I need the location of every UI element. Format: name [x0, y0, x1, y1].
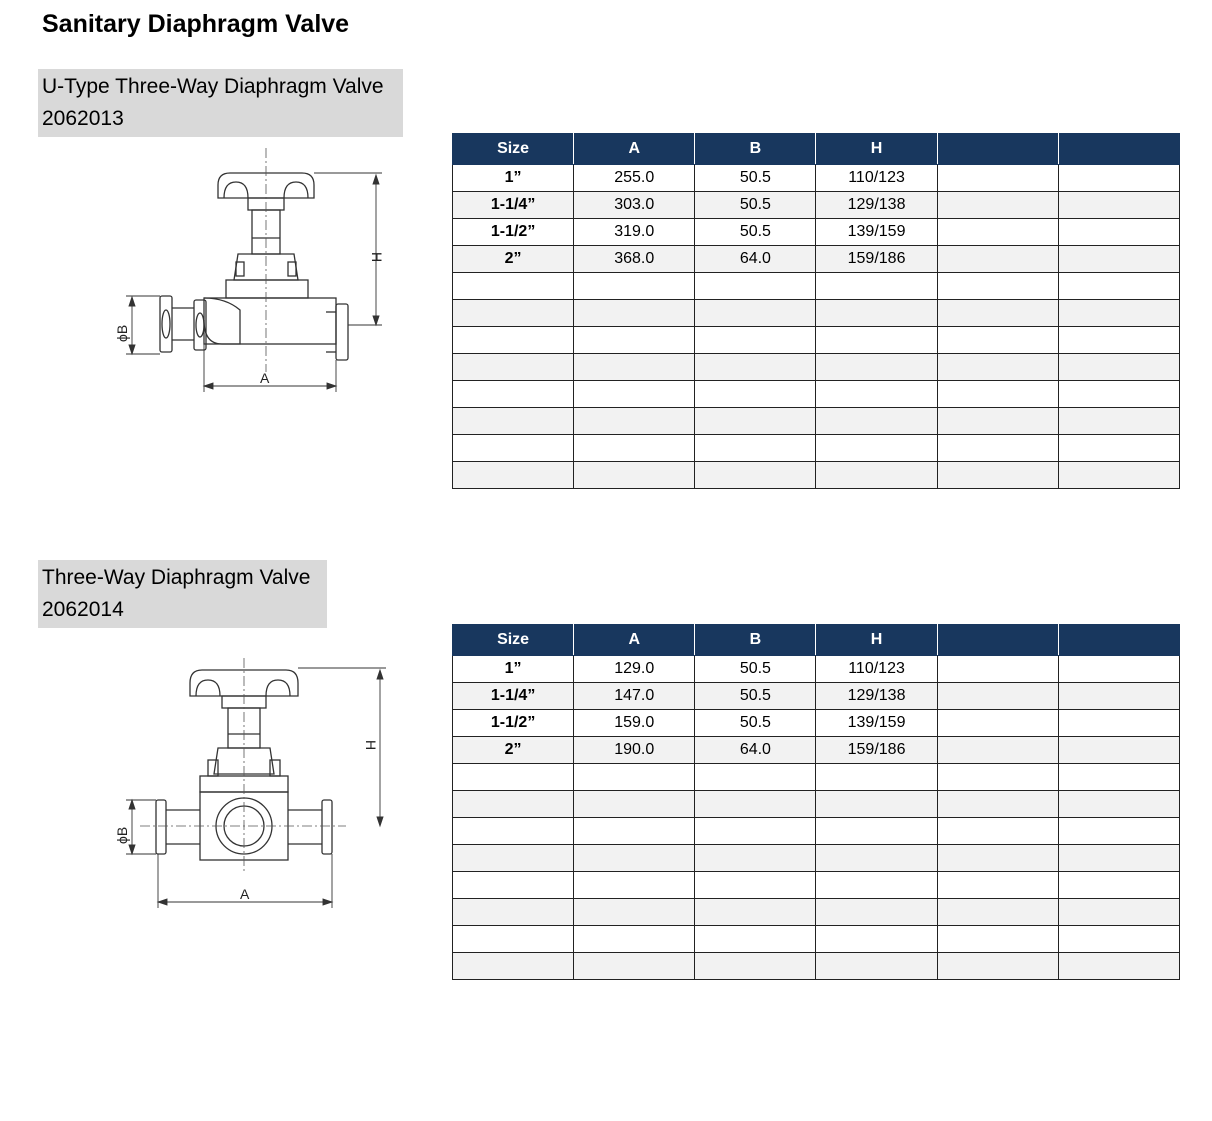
cell-size: 1-1/4” — [453, 683, 574, 710]
section-code: 2062013 — [42, 107, 124, 130]
cell-a: 190.0 — [574, 737, 695, 764]
cell-empty — [937, 953, 1058, 980]
cell-empty — [1058, 408, 1179, 435]
table-row — [453, 408, 1180, 435]
cell-blank — [1058, 656, 1179, 683]
cell-empty — [1058, 354, 1179, 381]
dim-a-label: A — [240, 886, 250, 902]
cell-b: 50.5 — [695, 192, 816, 219]
cell-empty — [695, 354, 816, 381]
dim-b-label: ϕB — [114, 324, 130, 342]
section-label-u-type — [38, 69, 403, 137]
cell-empty — [937, 435, 1058, 462]
cell-empty — [574, 791, 695, 818]
cell-blank — [937, 219, 1058, 246]
cell-empty — [453, 327, 574, 354]
cell-h: 159/186 — [816, 737, 937, 764]
cell-blank — [937, 656, 1058, 683]
cell-empty — [695, 899, 816, 926]
table-row — [453, 300, 1180, 327]
table-row — [453, 354, 1180, 381]
table-row — [453, 683, 1180, 710]
table-row — [453, 435, 1180, 462]
cell-empty — [695, 408, 816, 435]
cell-empty — [695, 791, 816, 818]
table-row — [453, 327, 1180, 354]
cell-empty — [816, 327, 937, 354]
cell-empty — [816, 872, 937, 899]
cell-empty — [453, 435, 574, 462]
cell-blank — [937, 165, 1058, 192]
cell-blank — [1058, 683, 1179, 710]
cell-b: 50.5 — [695, 710, 816, 737]
cell-size: 2” — [453, 737, 574, 764]
cell-empty — [574, 327, 695, 354]
cell-blank — [937, 710, 1058, 737]
cell-b: 50.5 — [695, 683, 816, 710]
cell-empty — [816, 926, 937, 953]
cell-empty — [816, 462, 937, 489]
cell-empty — [695, 872, 816, 899]
table-row — [453, 926, 1180, 953]
u-type-valve-drawing — [100, 140, 400, 400]
three-way-valve-drawing — [100, 650, 400, 910]
cell-blank — [1058, 219, 1179, 246]
cell-empty — [937, 462, 1058, 489]
cell-empty — [937, 273, 1058, 300]
header-a: A — [574, 625, 695, 656]
cell-empty — [574, 818, 695, 845]
cell-a: 368.0 — [574, 246, 695, 273]
cell-empty — [453, 845, 574, 872]
cell-empty — [1058, 791, 1179, 818]
cell-empty — [816, 273, 937, 300]
cell-a: 303.0 — [574, 192, 695, 219]
cell-size: 1-1/4” — [453, 192, 574, 219]
u-type-valve-spec-table — [452, 133, 1180, 489]
cell-empty — [1058, 845, 1179, 872]
cell-empty — [695, 327, 816, 354]
cell-h: 129/138 — [816, 683, 937, 710]
cell-empty — [695, 273, 816, 300]
section-name: Three-Way Diaphragm Valve — [42, 566, 311, 589]
cell-empty — [937, 381, 1058, 408]
cell-a: 319.0 — [574, 219, 695, 246]
cell-empty — [937, 408, 1058, 435]
cell-empty — [695, 381, 816, 408]
cell-empty — [1058, 381, 1179, 408]
cell-empty — [937, 845, 1058, 872]
cell-empty — [937, 300, 1058, 327]
cell-b: 50.5 — [695, 165, 816, 192]
cell-size: 1” — [453, 656, 574, 683]
cell-empty — [816, 791, 937, 818]
cell-b: 64.0 — [695, 246, 816, 273]
cell-empty — [695, 953, 816, 980]
cell-empty — [574, 381, 695, 408]
cell-empty — [695, 435, 816, 462]
cell-empty — [574, 899, 695, 926]
header-blank — [1058, 134, 1179, 165]
cell-empty — [453, 408, 574, 435]
cell-empty — [937, 926, 1058, 953]
cell-empty — [453, 872, 574, 899]
cell-empty — [574, 354, 695, 381]
cell-blank — [937, 246, 1058, 273]
cell-size: 1” — [453, 165, 574, 192]
dim-h-label: H — [363, 740, 379, 751]
cell-empty — [816, 845, 937, 872]
cell-empty — [574, 462, 695, 489]
cell-empty — [937, 899, 1058, 926]
cell-empty — [1058, 818, 1179, 845]
cell-empty — [937, 818, 1058, 845]
cell-empty — [574, 300, 695, 327]
table-row — [453, 737, 1180, 764]
table-row — [453, 462, 1180, 489]
cell-empty — [695, 300, 816, 327]
header-h: H — [816, 625, 937, 656]
cell-empty — [574, 408, 695, 435]
table-row — [453, 791, 1180, 818]
cell-empty — [453, 462, 574, 489]
cell-empty — [574, 845, 695, 872]
cell-empty — [816, 953, 937, 980]
cell-empty — [816, 818, 937, 845]
header-blank — [937, 134, 1058, 165]
cell-empty — [816, 381, 937, 408]
page-title: Sanitary Diaphragm Valve — [42, 10, 350, 38]
cell-blank — [1058, 192, 1179, 219]
table-row — [453, 273, 1180, 300]
table-header-row — [453, 134, 1180, 165]
cell-h: 110/123 — [816, 165, 937, 192]
cell-empty — [1058, 435, 1179, 462]
table-row — [453, 899, 1180, 926]
cell-empty — [453, 953, 574, 980]
cell-empty — [574, 953, 695, 980]
cell-empty — [574, 435, 695, 462]
dim-h-label: H — [369, 252, 385, 263]
cell-empty — [453, 354, 574, 381]
cell-empty — [453, 791, 574, 818]
table-row — [453, 764, 1180, 791]
cell-empty — [1058, 953, 1179, 980]
cell-h: 139/159 — [816, 710, 937, 737]
cell-empty — [695, 845, 816, 872]
cell-h: 139/159 — [816, 219, 937, 246]
table-row — [453, 165, 1180, 192]
cell-empty — [816, 354, 937, 381]
table-row — [453, 818, 1180, 845]
cell-empty — [1058, 273, 1179, 300]
cell-empty — [453, 818, 574, 845]
cell-a: 129.0 — [574, 656, 695, 683]
cell-b: 64.0 — [695, 737, 816, 764]
cell-empty — [1058, 462, 1179, 489]
header-blank — [1058, 625, 1179, 656]
table-row — [453, 219, 1180, 246]
table-row — [453, 872, 1180, 899]
table-row — [453, 710, 1180, 737]
cell-empty — [937, 354, 1058, 381]
cell-empty — [695, 764, 816, 791]
cell-empty — [816, 300, 937, 327]
cell-empty — [574, 872, 695, 899]
cell-empty — [816, 899, 937, 926]
cell-empty — [574, 926, 695, 953]
cell-empty — [574, 273, 695, 300]
cell-empty — [695, 818, 816, 845]
header-h: H — [816, 134, 937, 165]
header-size: Size — [453, 134, 574, 165]
cell-empty — [453, 273, 574, 300]
cell-empty — [937, 872, 1058, 899]
cell-size: 2” — [453, 246, 574, 273]
table-row — [453, 381, 1180, 408]
cell-empty — [1058, 327, 1179, 354]
cell-blank — [1058, 165, 1179, 192]
cell-h: 129/138 — [816, 192, 937, 219]
cell-a: 159.0 — [574, 710, 695, 737]
cell-a: 147.0 — [574, 683, 695, 710]
cell-empty — [1058, 926, 1179, 953]
cell-empty — [453, 381, 574, 408]
cell-empty — [453, 764, 574, 791]
table-row — [453, 192, 1180, 219]
dim-a-label: A — [260, 370, 270, 386]
cell-size: 1-1/2” — [453, 219, 574, 246]
cell-empty — [695, 926, 816, 953]
cell-empty — [816, 408, 937, 435]
cell-blank — [937, 192, 1058, 219]
table-row — [453, 845, 1180, 872]
cell-empty — [574, 764, 695, 791]
header-size: Size — [453, 625, 574, 656]
cell-blank — [937, 683, 1058, 710]
header-b: B — [695, 134, 816, 165]
cell-a: 255.0 — [574, 165, 695, 192]
cell-blank — [1058, 710, 1179, 737]
cell-empty — [1058, 872, 1179, 899]
cell-empty — [937, 791, 1058, 818]
header-a: A — [574, 134, 695, 165]
cell-h: 110/123 — [816, 656, 937, 683]
cell-empty — [453, 300, 574, 327]
cell-empty — [816, 435, 937, 462]
cell-size: 1-1/2” — [453, 710, 574, 737]
cell-empty — [1058, 899, 1179, 926]
table-row — [453, 656, 1180, 683]
cell-blank — [1058, 737, 1179, 764]
table-header-row — [453, 625, 1180, 656]
dim-b-label: ϕB — [114, 826, 130, 844]
cell-empty — [453, 926, 574, 953]
cell-h: 159/186 — [816, 246, 937, 273]
table-row — [453, 246, 1180, 273]
table-row — [453, 953, 1180, 980]
section-name: U-Type Three-Way Diaphragm Valve — [42, 75, 384, 98]
section-label-three-way — [38, 560, 327, 628]
header-blank — [937, 625, 1058, 656]
cell-blank — [1058, 246, 1179, 273]
cell-b: 50.5 — [695, 656, 816, 683]
cell-empty — [937, 764, 1058, 791]
cell-blank — [937, 737, 1058, 764]
section-code: 2062014 — [42, 598, 124, 621]
cell-empty — [937, 327, 1058, 354]
cell-empty — [695, 462, 816, 489]
cell-empty — [453, 899, 574, 926]
cell-empty — [816, 764, 937, 791]
header-b: B — [695, 625, 816, 656]
cell-empty — [1058, 300, 1179, 327]
three-way-valve-spec-table — [452, 624, 1180, 980]
cell-b: 50.5 — [695, 219, 816, 246]
cell-empty — [1058, 764, 1179, 791]
